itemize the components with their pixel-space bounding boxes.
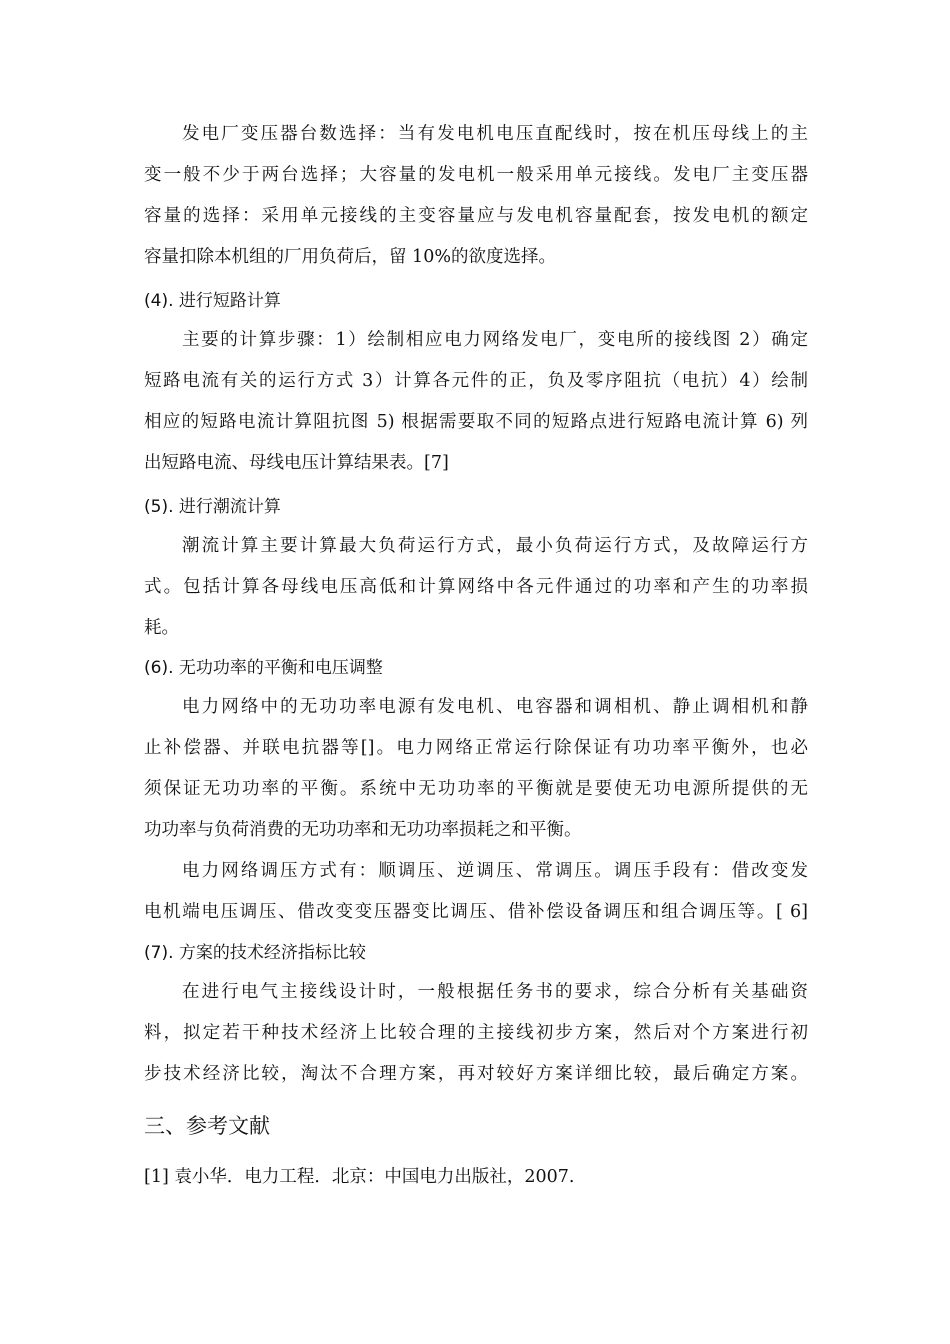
paragraph-line: 短路电流有关的运行方式 3）计算各元件的正，负及零序阻抗（电抗）4）绘制 [144,371,808,391]
paragraph-line: 主要的计算步骤：1）绘制相应电力网络发电厂，变电所的接线图 2）确定 [182,330,808,350]
paragraph-line: 潮流计算主要计算最大负荷运行方式，最小负荷运行方式，及故障运行方 [182,536,808,556]
subsection-heading: (5). 进行潮流计算 [144,497,281,517]
paragraph-line: 功功率与负荷消费的无功功率和无功功率损耗之和平衡。 [144,820,582,840]
subsection-heading: (4). 进行短路计算 [144,291,281,311]
paragraph-line: 电机端电压调压、借改变变压器变比调压、借补偿设备调压和组合调压等。[ 6] [144,902,808,922]
paragraph-line: 出短路电流、母线电压计算结果表。[7] [144,453,449,473]
subsection-heading: (6). 无功功率的平衡和电压调整 [144,658,383,678]
paragraph-line: 电力网络中的无功功率电源有发电机、电容器和调相机、静止调相机和静 [182,697,808,717]
paragraph-line: 容量的选择：采用单元接线的主变容量应与发电机容量配套，按发电机的额定 [144,206,808,226]
subsection-heading: (7). 方案的技术经济指标比较 [144,943,366,963]
paragraph-line: 变一般不少于两台选择；大容量的发电机一般采用单元接线。发电厂主变压器 [144,165,808,185]
paragraph-line: 料，拟定若干种技术经济上比较合理的主接线初步方案，然后对个方案进行初 [144,1023,808,1043]
paragraph-line: 相应的短路电流计算阻抗图 5) 根据需要取不同的短路点进行短路电流计算 6) 列 [144,412,808,432]
paragraph-line: 须保证无功功率的平衡。系统中无功功率的平衡就是要使无功电源所提供的无 [144,779,808,799]
paragraph-line: 式。包括计算各母线电压高低和计算网络中各元件通过的功率和产生的功率损 [144,577,808,597]
paragraph-line: 步技术经济比较，淘汰不合理方案，再对较好方案详细比较，最后确定方案。 [144,1064,808,1084]
paragraph-line: 发电厂变压器台数选择：当有发电机电压直配线时，按在机压母线上的主 [182,124,808,144]
paragraph-line: 止补偿器、并联电抗器等[]。电力网络正常运行除保证有功功率平衡外，也必 [144,738,808,758]
paragraph-line: 电力网络调压方式有：顺调压、逆调压、常调压。调压手段有：借改变发 [182,861,808,881]
section-title: 三、参考文献 [144,1114,270,1138]
reference-item: [1] 袁小华．电力工程．北京：中国电力出版社，2007. [144,1167,575,1187]
paragraph-line: 容量扣除本机组的厂用负荷后，留 10%的欲度选择。 [144,247,556,267]
paragraph-line: 在进行电气主接线设计时，一般根据任务书的要求，综合分析有关基础资 [182,982,808,1002]
paragraph-line: 耗。 [144,618,179,638]
